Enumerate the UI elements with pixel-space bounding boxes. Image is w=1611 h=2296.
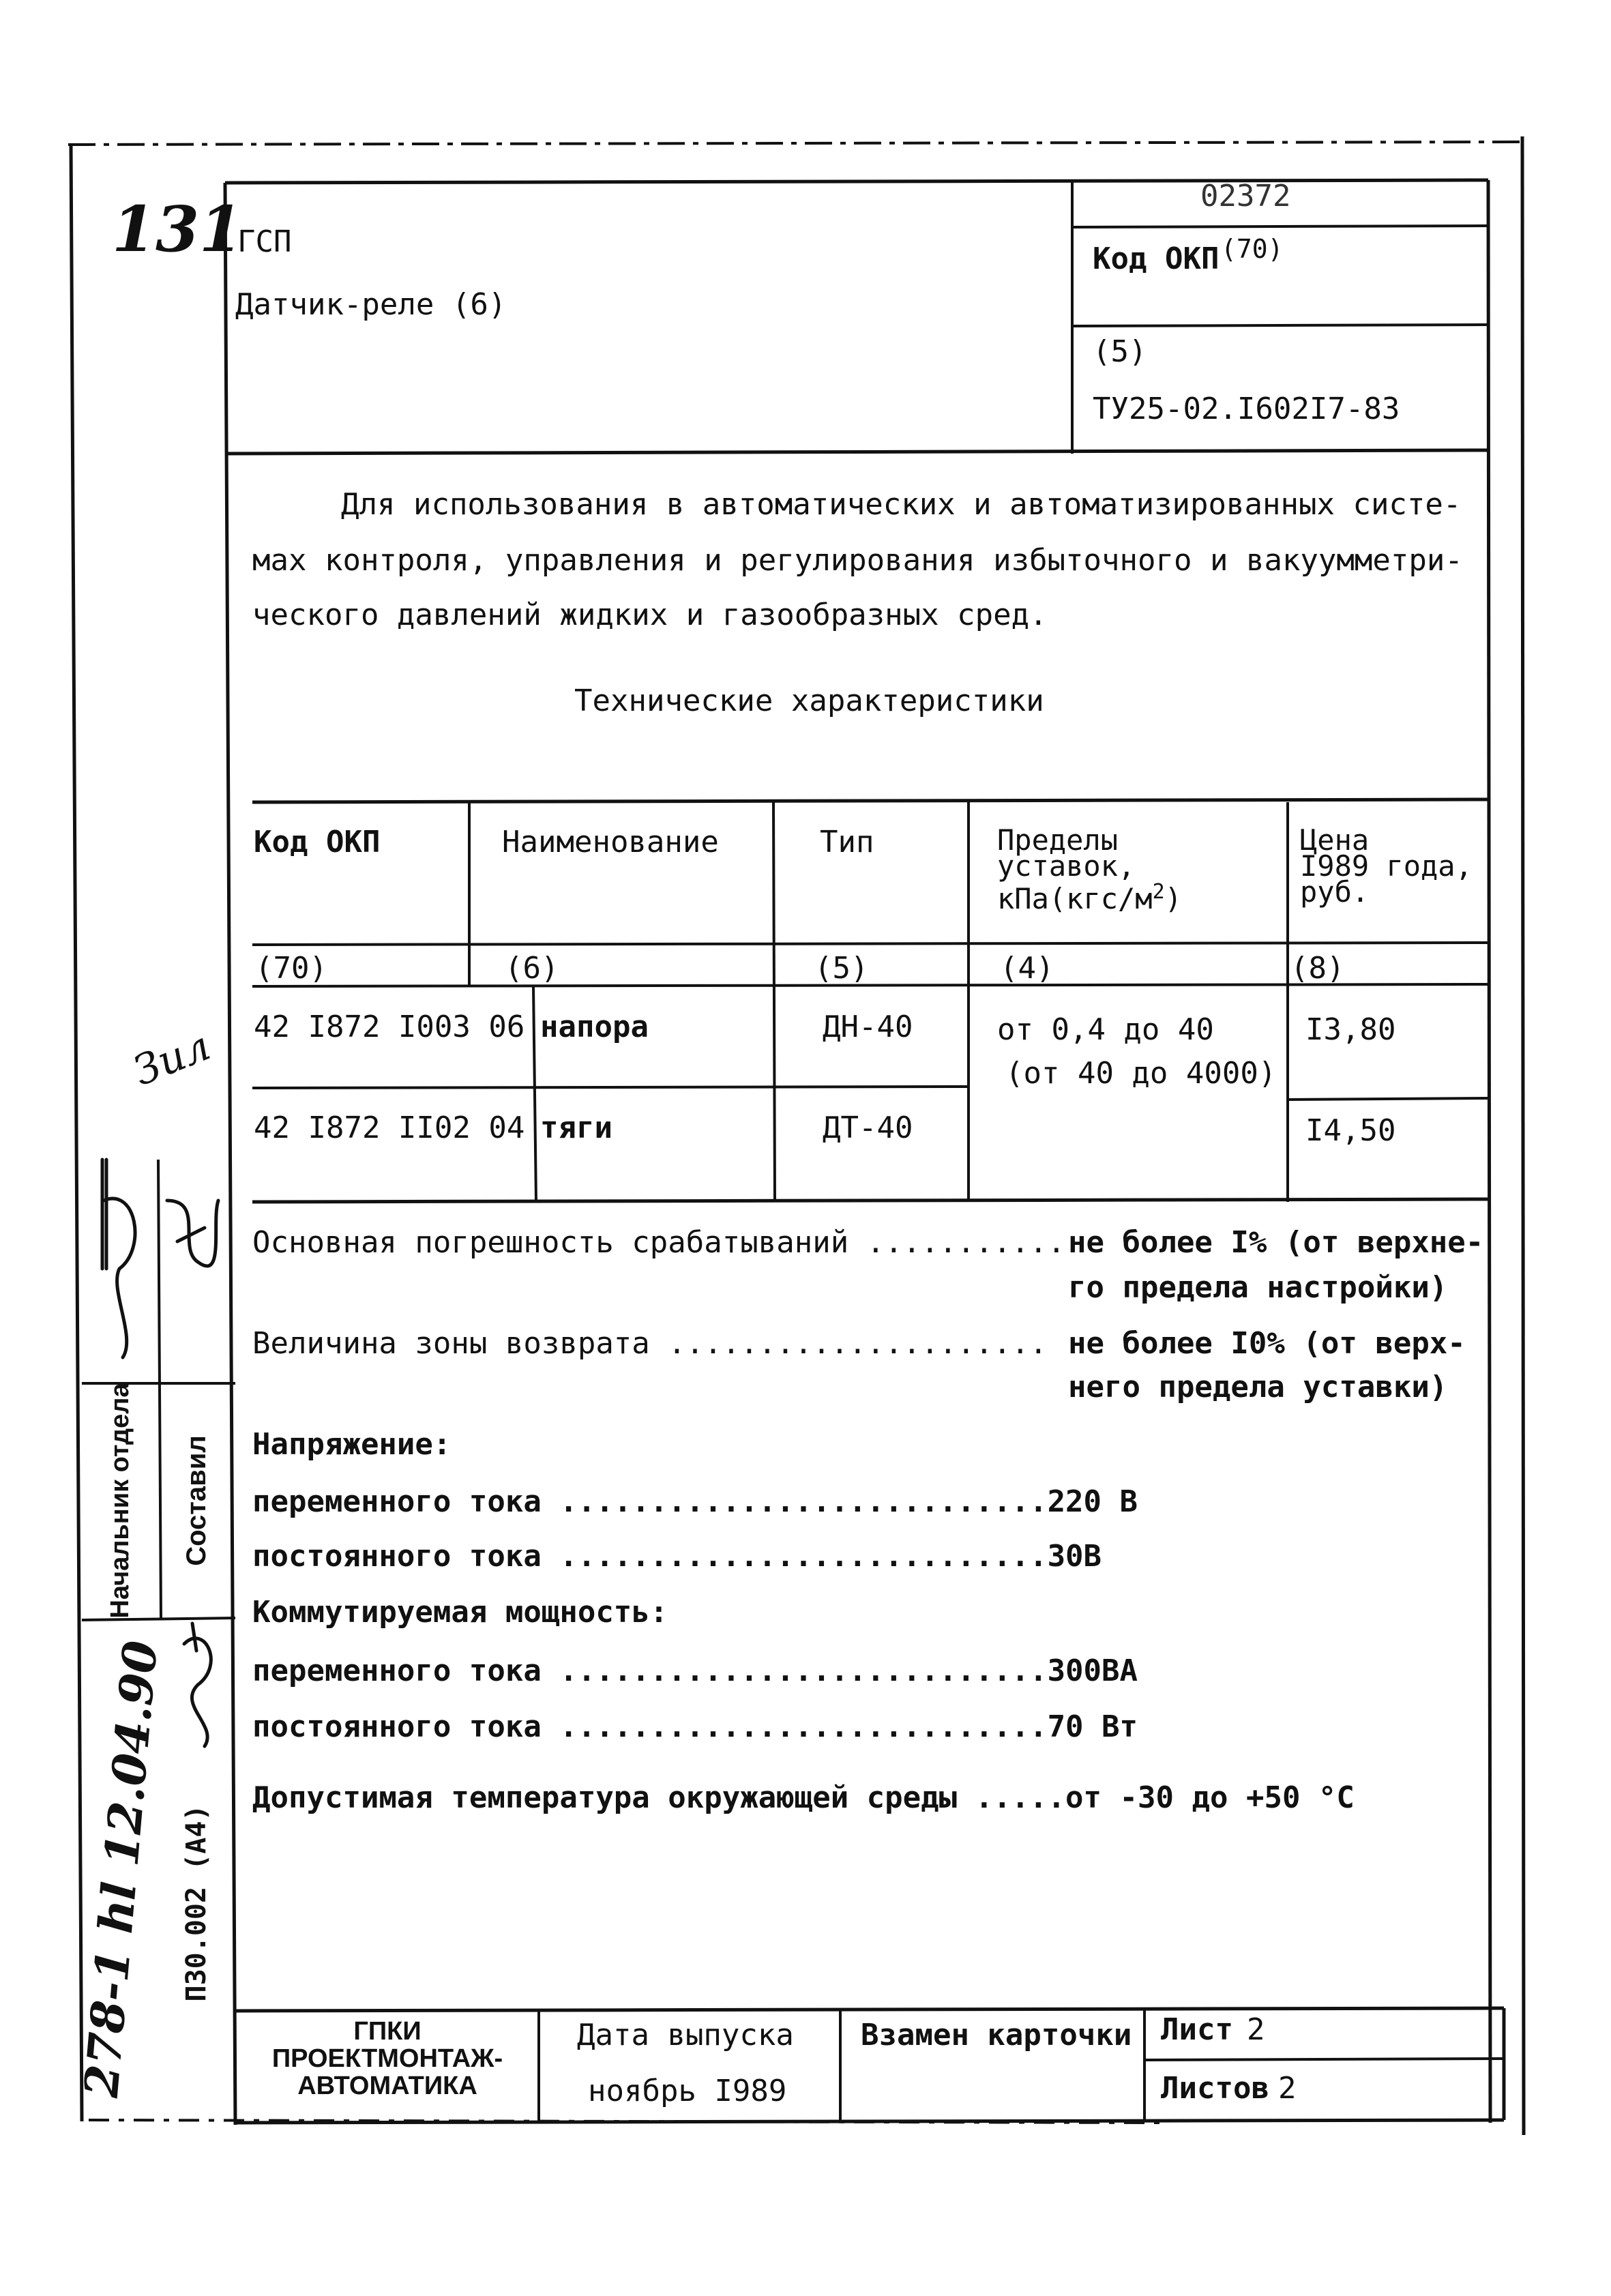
spec-power-dc: постоянного тока ...........................70 Вт (252, 1709, 1138, 1744)
header-type: Тип (820, 825, 874, 859)
footer-sheets-label: Листов (1161, 2071, 1269, 2106)
spec-return-value-2: него предела уставки) (1068, 1370, 1448, 1404)
spec-voltage-dc: постоянного тока ...........................30В (252, 1539, 1102, 1574)
footer-release-label: Дата выпуска (577, 2018, 794, 2052)
spec-return-value-1: не более I0% (от верх- (1068, 1326, 1466, 1361)
header-name: Наименование (502, 825, 719, 859)
table-row-1-price: I3,80 (1305, 1012, 1396, 1047)
margin-handwritten-ref: 278-1 hl 12.04.90 (74, 1638, 169, 2100)
product-name: Датчик-реле (6) (235, 287, 507, 322)
spec-return-label: Величина зоны возврата ..................... (252, 1326, 1048, 1361)
spec-temperature: Допустимая температура окружающей среды .....от -30 до +50 °С (252, 1780, 1355, 1815)
table-row-1-limits-2: (от 40 до 4000) (1005, 1056, 1277, 1091)
handwritten-sheet-number: 131 (112, 192, 243, 266)
header-price: Цена I989 года, руб. (1300, 823, 1473, 909)
spec-voltage-title: Напряжение: (252, 1427, 452, 1462)
intro-line-3: ческого давлений жидких и газообразных сред. (252, 598, 1048, 632)
footer-sheet-label: Лист (1161, 2012, 1233, 2047)
table-row-1-name: напора (540, 1010, 649, 1044)
spec-accuracy-value-2: го предела настройки) (1068, 1270, 1448, 1305)
table-row-1-type: ДН-40 (823, 1010, 913, 1044)
footer-sheets-value: 2 (1278, 2071, 1297, 2106)
table-row-2-name: тяги (540, 1110, 612, 1145)
stamp-code: 02372 (1200, 179, 1291, 214)
footer-sheet-value: 2 (1247, 2012, 1265, 2047)
spec-voltage-ac: переменного тока ...........................220 В (252, 1484, 1138, 1519)
footer-replaces-label: Взамен карточки (861, 2018, 1132, 2052)
spec-power-title: Коммутируемая мощность: (252, 1595, 668, 1630)
spec-power-ac: переменного тока ...........................300ВА (252, 1653, 1138, 1688)
spec-accuracy-label: Основная погрешность срабатываний ........... (252, 1225, 1066, 1260)
marker-limits: (4) (1000, 951, 1054, 986)
gsp-label: ГСП (237, 224, 292, 259)
margin-signature-text: Зил (126, 1022, 218, 1095)
header-code: Код ОКП (254, 825, 381, 859)
intro-line-1: Для использования в автоматических и автоматизированных систе- (341, 487, 1462, 522)
footer-org: ГПКИ ПРОЕКТМОНТАЖ- АВТОМАТИКА (271, 2017, 503, 2100)
table-row-2-code: 42 I872 II02 04 (254, 1110, 525, 1145)
marker-price: (8) (1290, 951, 1345, 986)
spec-accuracy-value-1: не более I% (от верхне- (1068, 1225, 1484, 1260)
footer-release-value: ноябрь I989 (588, 2074, 787, 2108)
table-row-2-price: I4,50 (1305, 1113, 1396, 1148)
section-title: Технические характеристики (574, 683, 1044, 718)
tu-code: ТУ25-02.I602I7-83 (1093, 392, 1400, 426)
okp-label: Код ОКП (1093, 241, 1220, 276)
table-row-1-limits-1: от 0,4 до 40 (997, 1012, 1214, 1047)
margin-head-label: Начальник отдела (106, 1383, 134, 1619)
table-row-2-type: ДТ-40 (823, 1110, 913, 1145)
tu-marker: (5) (1093, 334, 1147, 369)
marker-name: (6) (505, 951, 559, 986)
marker-type: (5) (814, 951, 869, 986)
intro-line-2: мах контроля, управления и регулирования избыточного и вакуумметри- (252, 543, 1463, 578)
table-row-1-code: 42 I872 I003 06 (254, 1010, 525, 1044)
marker-code: (70) (255, 951, 327, 986)
okp-marker: (70) (1221, 234, 1284, 264)
margin-author-label: Составил (181, 1435, 211, 1566)
header-limits: Пределы уставок, $кПа(кгс/м^2)$ (997, 823, 1182, 915)
margin-form-code: ПЗ0.002 (А4) (181, 1804, 212, 2002)
